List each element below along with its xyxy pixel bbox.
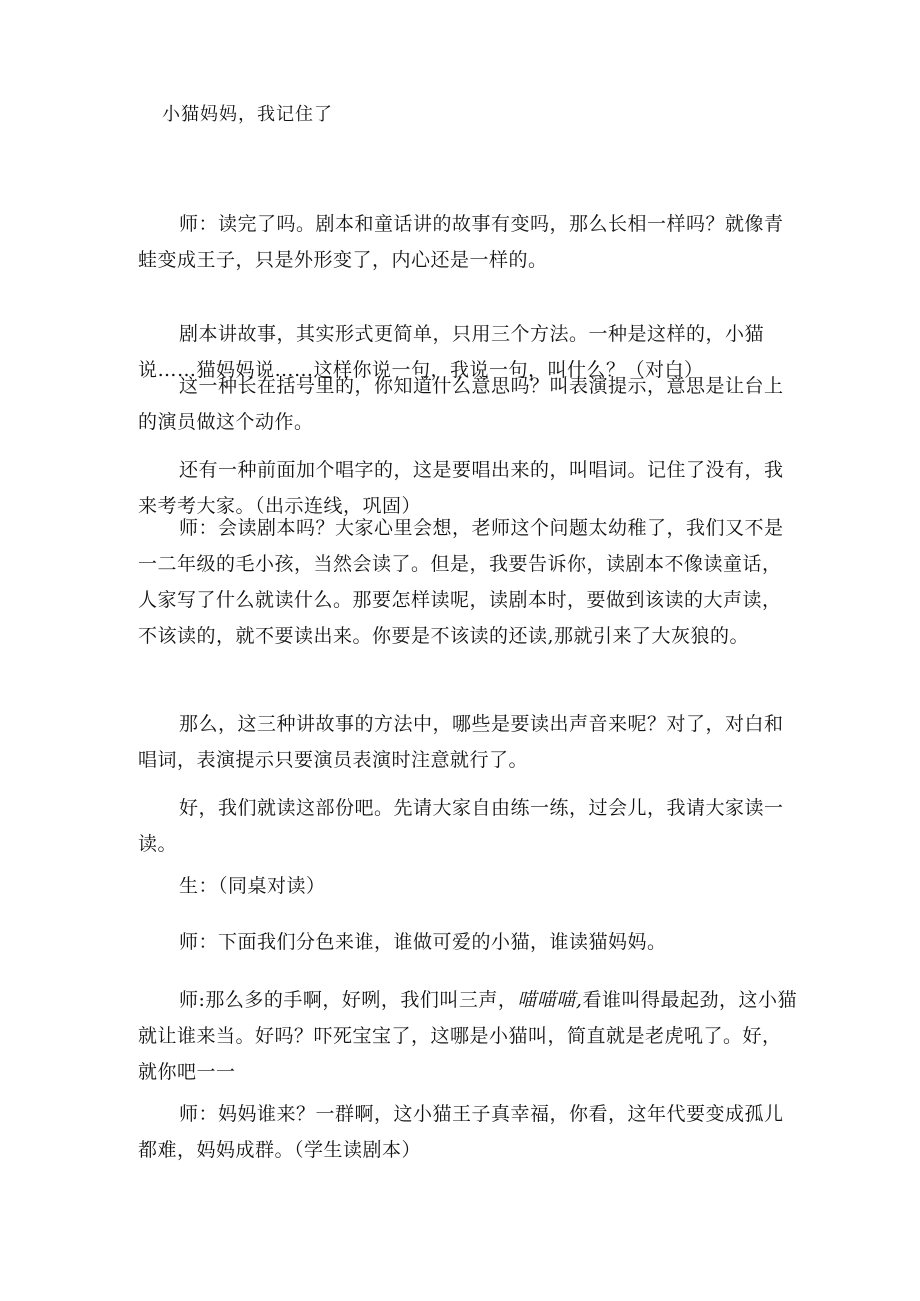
paragraph-7: 好，我们就读这部份吧。先请大家自由练一练，过会儿，我请大家读一读。 — [138, 797, 784, 855]
paragraph-1: 师：读完了吗。剧本和童话讲的故事有变吗，那么长相一样吗？就像青蛙变成王子，只是外形变了，内心还是一样的。 — [138, 213, 784, 271]
paragraph-3: 这一种长在括号里的，你知道什么意思吗？叫表演提示，意思是让台上的演员做这个动作。 — [138, 375, 784, 433]
paragraph-2: 剧本讲故事，其实形式更简单，只用三个方法。一种是这样的，小猫说……猫妈妈说……这样你说一句，我说一句，叫什么？（对白） — [138, 323, 765, 381]
paragraph-10-emphasis: 喵喵喵, — [517, 989, 583, 1011]
paragraph-8: 生：（同桌对读） — [179, 875, 326, 897]
paragraph-10-before: 师:那么多的手啊，好咧，我们叫三声， — [179, 989, 518, 1011]
paragraph-5: 师：会读剧本吗？大家心里会想，老师这个问题太幼稚了，我们又不是一二年级的毛小孩，当然会读了。但是，我要告诉你，读剧本不像读童话，人家写了什么就读什么。那要怎样读呢，读剧本时，要做到该读的大声读，不该读的，就不要读出来。你要是不该读的还读,那就引来了大灰狼的。 — [138, 517, 784, 647]
paragraph-6: 那么，这三种讲故事的方法中，哪些是要读出声音来呢？对了，对白和唱词，表演提示只要演员表演时注意就行了。 — [138, 713, 784, 771]
top-line: 小猫妈妈，我记住了 — [162, 104, 333, 125]
paragraph-10-after: 看谁叫得最起劲，这小猫就让谁来当。好吗？吓死宝宝了，这哪是小猫叫，简直就是老虎吼了。好，就你吧一一 — [138, 989, 797, 1083]
paragraph-10 — [138, 982, 800, 1090]
paragraph-4: 还有一种前面加个唱字的，这是要唱出来的，叫唱词。记住了没有，我来考考大家。（出示连线，巩固） — [138, 459, 784, 517]
paragraph-9: 师：下面我们分色来谁，谁做可爱的小猫，谁读猫妈妈。 — [179, 931, 667, 953]
paragraph-11: 师：妈妈谁来？一群啊，这小猫王子真幸福，你看，这年代要变成孤儿都难，妈妈成群。（学生读剧本） — [138, 1103, 784, 1161]
